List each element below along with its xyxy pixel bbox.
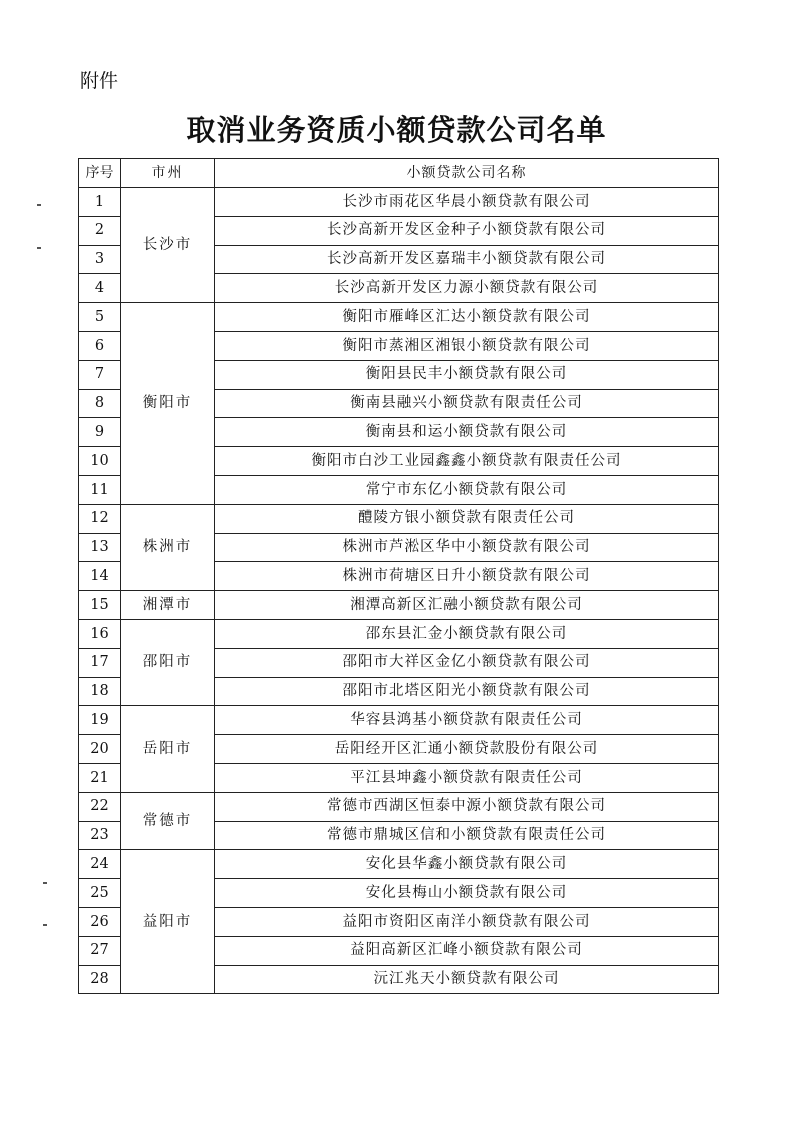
table-row	[79, 188, 719, 217]
attachment-label: 附件	[80, 70, 119, 92]
row-number: 13	[79, 533, 121, 562]
scan-mark	[37, 204, 41, 206]
table-row	[79, 850, 719, 879]
company-list-table	[78, 158, 719, 994]
company-name-cell: 衡南县和运小额贷款有限公司	[215, 418, 719, 447]
table-row	[79, 706, 719, 735]
company-name-cell: 株洲市荷塘区日升小额贷款有限公司	[215, 562, 719, 591]
scan-mark	[37, 247, 41, 249]
header-company-name: 小额贷款公司名称	[215, 159, 719, 188]
row-number: 7	[79, 360, 121, 389]
row-number: 26	[79, 907, 121, 936]
row-number: 5	[79, 303, 121, 332]
company-name-cell: 华容县鸿基小额贷款有限责任公司	[215, 706, 719, 735]
company-name-cell: 邵东县汇金小额贷款有限公司	[215, 619, 719, 648]
row-number: 18	[79, 677, 121, 706]
scan-mark	[43, 924, 47, 926]
company-name-cell: 衡阳市蒸湘区湘银小额贷款有限公司	[215, 331, 719, 360]
row-number: 11	[79, 475, 121, 504]
row-number: 12	[79, 504, 121, 533]
table-row	[79, 303, 719, 332]
company-name-cell: 益阳市资阳区南洋小额贷款有限公司	[215, 907, 719, 936]
row-number: 25	[79, 879, 121, 908]
table-header-row	[79, 159, 719, 188]
table-row	[79, 619, 719, 648]
city-cell: 岳阳市	[121, 706, 215, 792]
company-name-cell: 沅江兆天小额贷款有限公司	[215, 965, 719, 994]
city-cell: 益阳市	[121, 850, 215, 994]
row-number: 4	[79, 274, 121, 303]
company-name-cell: 长沙高新开发区嘉瑞丰小额贷款有限公司	[215, 245, 719, 274]
company-name-cell: 衡阳市白沙工业园鑫鑫小额贷款有限责任公司	[215, 447, 719, 476]
company-name-cell: 邵阳市大祥区金亿小额贷款有限公司	[215, 648, 719, 677]
document-title: 取消业务资质小额贷款公司名单	[186, 113, 607, 147]
row-number: 24	[79, 850, 121, 879]
company-name-cell: 株洲市芦淞区华中小额贷款有限公司	[215, 533, 719, 562]
company-name-cell: 安化县华鑫小额贷款有限公司	[215, 850, 719, 879]
company-name-cell: 常德市西湖区恒泰中源小额贷款有限公司	[215, 792, 719, 821]
table-row	[79, 591, 719, 620]
row-number: 21	[79, 763, 121, 792]
company-name-cell: 常德市鼎城区信和小额贷款有限责任公司	[215, 821, 719, 850]
company-name-cell: 益阳高新区汇峰小额贷款有限公司	[215, 936, 719, 965]
company-name-cell: 衡南县融兴小额贷款有限责任公司	[215, 389, 719, 418]
row-number: 16	[79, 619, 121, 648]
company-name-cell: 岳阳经开区汇通小额贷款股份有限公司	[215, 735, 719, 764]
row-number: 27	[79, 936, 121, 965]
row-number: 19	[79, 706, 121, 735]
city-cell: 长沙市	[121, 188, 215, 303]
city-cell: 常德市	[121, 792, 215, 850]
row-number: 15	[79, 591, 121, 620]
row-number: 1	[79, 188, 121, 217]
company-name-cell: 常宁市东亿小额贷款有限公司	[215, 475, 719, 504]
row-number: 22	[79, 792, 121, 821]
table-body	[79, 188, 719, 994]
city-cell: 株洲市	[121, 504, 215, 590]
company-name-cell: 衡阳市雁峰区汇达小额贷款有限公司	[215, 303, 719, 332]
row-number: 6	[79, 331, 121, 360]
table-row	[79, 504, 719, 533]
row-number: 8	[79, 389, 121, 418]
company-name-cell: 长沙高新开发区金种子小额贷款有限公司	[215, 216, 719, 245]
header-city: 市州	[121, 159, 215, 188]
row-number: 20	[79, 735, 121, 764]
company-name-cell: 安化县梅山小额贷款有限公司	[215, 879, 719, 908]
row-number: 10	[79, 447, 121, 476]
company-name-cell: 湘潭高新区汇融小额贷款有限公司	[215, 591, 719, 620]
company-name-cell: 衡阳县民丰小额贷款有限公司	[215, 360, 719, 389]
header-number: 序号	[79, 159, 121, 188]
row-number: 9	[79, 418, 121, 447]
row-number: 2	[79, 216, 121, 245]
city-cell: 湘潭市	[121, 591, 215, 620]
city-cell: 邵阳市	[121, 619, 215, 705]
table-row	[79, 792, 719, 821]
company-name-cell: 平江县坤鑫小额贷款有限责任公司	[215, 763, 719, 792]
company-name-cell: 醴陵方银小额贷款有限责任公司	[215, 504, 719, 533]
row-number: 14	[79, 562, 121, 591]
row-number: 28	[79, 965, 121, 994]
city-cell: 衡阳市	[121, 303, 215, 505]
company-name-cell: 长沙高新开发区力源小额贷款有限公司	[215, 274, 719, 303]
row-number: 17	[79, 648, 121, 677]
company-name-cell: 长沙市雨花区华晨小额贷款有限公司	[215, 188, 719, 217]
row-number: 23	[79, 821, 121, 850]
company-name-cell: 邵阳市北塔区阳光小额贷款有限公司	[215, 677, 719, 706]
scan-mark	[43, 882, 47, 884]
row-number: 3	[79, 245, 121, 274]
